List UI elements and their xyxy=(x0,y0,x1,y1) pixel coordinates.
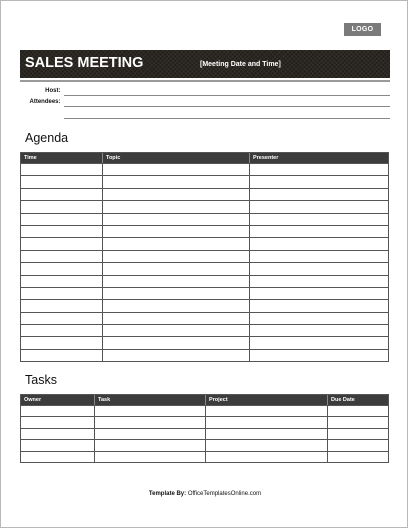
agenda-cell[interactable] xyxy=(250,300,388,311)
tasks-cell[interactable] xyxy=(95,406,206,416)
agenda-cell[interactable] xyxy=(21,300,103,311)
title-divider xyxy=(20,80,390,82)
table-row xyxy=(21,439,388,450)
agenda-cell[interactable] xyxy=(21,201,103,212)
agenda-cell[interactable] xyxy=(103,226,250,237)
agenda-table-body xyxy=(21,163,388,361)
agenda-col-time: Time xyxy=(21,153,103,163)
agenda-cell[interactable] xyxy=(250,164,388,175)
tasks-col-due-date: Due Date xyxy=(331,397,355,403)
tasks-table xyxy=(20,394,389,463)
page-title: SALES MEETING xyxy=(25,55,144,71)
table-row xyxy=(21,225,388,237)
table-row xyxy=(21,299,388,311)
table-row xyxy=(21,416,388,427)
agenda-cell[interactable] xyxy=(250,226,388,237)
table-row xyxy=(21,275,388,287)
table-row xyxy=(21,262,388,274)
agenda-cell[interactable] xyxy=(250,350,388,361)
table-row xyxy=(21,188,388,200)
host-label: Host: xyxy=(45,88,61,94)
agenda-cell[interactable] xyxy=(250,313,388,324)
agenda-cell[interactable] xyxy=(21,214,103,225)
footer-site-link[interactable]: OfficeTemplatesOnline.com xyxy=(187,491,262,497)
tasks-cell[interactable] xyxy=(21,440,95,450)
tasks-cell[interactable] xyxy=(206,440,328,450)
tasks-cell[interactable] xyxy=(95,417,206,427)
agenda-cell[interactable] xyxy=(21,226,103,237)
tasks-cell[interactable] xyxy=(328,406,388,416)
agenda-cell[interactable] xyxy=(21,276,103,287)
tasks-cell[interactable] xyxy=(206,429,328,439)
table-row xyxy=(21,175,388,187)
agenda-cell[interactable] xyxy=(21,350,103,361)
agenda-cell[interactable] xyxy=(250,201,388,212)
agenda-cell[interactable] xyxy=(103,176,250,187)
tasks-heading: Tasks xyxy=(25,373,57,387)
agenda-cell[interactable] xyxy=(103,238,250,249)
title-banner xyxy=(20,50,390,78)
agenda-cell[interactable] xyxy=(250,325,388,336)
table-row xyxy=(21,336,388,348)
agenda-cell[interactable] xyxy=(21,176,103,187)
agenda-cell[interactable] xyxy=(103,214,250,225)
table-row xyxy=(21,287,388,299)
attendees-input-line-1[interactable] xyxy=(64,106,390,107)
agenda-cell[interactable] xyxy=(250,337,388,348)
tasks-cell[interactable] xyxy=(95,429,206,439)
table-row xyxy=(21,451,388,462)
table-row xyxy=(21,324,388,336)
tasks-cell[interactable] xyxy=(206,452,328,462)
footer-prefix: Template By: xyxy=(148,491,187,497)
tasks-cell[interactable] xyxy=(21,452,95,462)
agenda-cell[interactable] xyxy=(103,251,250,262)
agenda-cell[interactable] xyxy=(21,288,103,299)
agenda-cell[interactable] xyxy=(103,350,250,361)
tasks-col-project: Project xyxy=(206,395,328,405)
attendees-label: Attendees: xyxy=(29,99,61,105)
host-input-line[interactable] xyxy=(64,95,390,96)
tasks-cell[interactable] xyxy=(95,452,206,462)
agenda-cell[interactable] xyxy=(250,251,388,262)
agenda-cell[interactable] xyxy=(250,276,388,287)
table-row xyxy=(21,428,388,439)
agenda-cell[interactable] xyxy=(21,313,103,324)
tasks-cell[interactable] xyxy=(95,440,206,450)
tasks-table-header xyxy=(21,395,388,405)
tasks-cell[interactable] xyxy=(21,429,95,439)
agenda-cell[interactable] xyxy=(250,214,388,225)
agenda-cell[interactable] xyxy=(103,164,250,175)
attendees-input-line-2[interactable] xyxy=(64,118,390,119)
tasks-cell[interactable] xyxy=(21,406,95,416)
meeting-date-placeholder[interactable]: [Meeting Date and Time] xyxy=(200,61,281,68)
tasks-cell[interactable] xyxy=(328,417,388,427)
table-row xyxy=(21,349,388,361)
tasks-col-owner: Owner xyxy=(21,395,95,405)
agenda-cell[interactable] xyxy=(21,164,103,175)
table-row xyxy=(21,405,388,416)
table-row xyxy=(21,163,388,175)
agenda-cell[interactable] xyxy=(103,288,250,299)
tasks-cell[interactable] xyxy=(206,406,328,416)
logo-placeholder: LOGO xyxy=(344,23,381,36)
agenda-cell[interactable] xyxy=(21,189,103,200)
agenda-cell[interactable] xyxy=(103,263,250,274)
table-row xyxy=(21,312,388,324)
table-row xyxy=(21,200,388,212)
agenda-cell[interactable] xyxy=(250,263,388,274)
agenda-cell[interactable] xyxy=(21,263,103,274)
agenda-cell[interactable] xyxy=(250,189,388,200)
agenda-cell[interactable] xyxy=(250,288,388,299)
agenda-cell[interactable] xyxy=(103,313,250,324)
agenda-cell[interactable] xyxy=(103,337,250,348)
agenda-col-presenter: Presenter xyxy=(253,155,279,161)
agenda-cell[interactable] xyxy=(21,251,103,262)
tasks-col-task: Task xyxy=(95,395,206,405)
table-row xyxy=(21,250,388,262)
tasks-cell[interactable] xyxy=(328,429,388,439)
agenda-cell[interactable] xyxy=(21,325,103,336)
agenda-cell[interactable] xyxy=(103,300,250,311)
agenda-cell[interactable] xyxy=(21,238,103,249)
agenda-cell[interactable] xyxy=(103,325,250,336)
agenda-cell[interactable] xyxy=(103,276,250,287)
tasks-table-body xyxy=(21,405,388,462)
agenda-cell[interactable] xyxy=(103,201,250,212)
agenda-cell[interactable] xyxy=(103,189,250,200)
footer-credit xyxy=(1,491,408,497)
table-row xyxy=(21,213,388,225)
tasks-cell[interactable] xyxy=(328,440,388,450)
tasks-cell[interactable] xyxy=(206,417,328,427)
agenda-cell[interactable] xyxy=(21,337,103,348)
agenda-table xyxy=(20,152,389,362)
tasks-cell[interactable] xyxy=(21,417,95,427)
table-row xyxy=(21,237,388,249)
agenda-cell[interactable] xyxy=(250,238,388,249)
agenda-cell[interactable] xyxy=(250,176,388,187)
tasks-cell[interactable] xyxy=(328,452,388,462)
agenda-col-topic: Topic xyxy=(103,153,250,163)
agenda-heading: Agenda xyxy=(25,131,69,145)
agenda-table-header xyxy=(21,153,388,163)
